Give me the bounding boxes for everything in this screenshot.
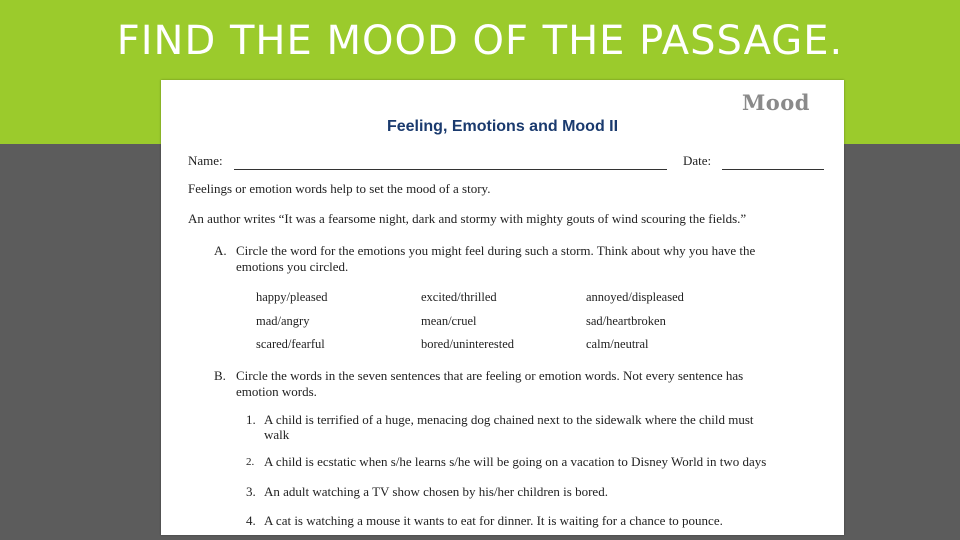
item-3-line1: An adult watching a TV show chosen by his/her children is bored. [264, 484, 608, 499]
mood-tag: Mood [742, 90, 810, 115]
item-4-number: 4. [246, 513, 256, 528]
section-a-line1: Circle the word for the emotions you might feel during such a storm. Think about why you have the [236, 243, 756, 258]
section-b-label: B. [214, 368, 226, 383]
item-1-line1: A child is terrified of a huge, menacing dog chained next to the sidewalk where the child must [264, 412, 754, 427]
option-excited: excited/thrilled [421, 290, 497, 304]
slide-title: FIND THE MOOD OF THE PASSAGE. [116, 18, 844, 64]
intro-text: Feelings or emotion words help to set the mood of a story. [188, 181, 491, 196]
section-b-line1: Circle the words in the seven sentences that are feeling or emotion words. Not every sentence has [236, 368, 744, 383]
item-4-line1: A cat is watching a mouse it wants to eat for dinner. It is waiting for a chance to pounce. [264, 513, 723, 528]
name-line [234, 169, 667, 170]
name-label: Name: [188, 153, 223, 168]
item-1-number: 1. [246, 412, 256, 427]
date-label: Date: [683, 153, 712, 168]
option-bored: bored/uninterested [421, 337, 515, 351]
item-2-line1: A child is ecstatic when s/he learns s/he will be going on a vacation to Disney World in two days [264, 454, 767, 469]
worksheet-image [161, 80, 844, 535]
quote-text: An author writes “It was a fearsome night, dark and stormy with mighty gouts of wind scouring the fields.” [188, 211, 747, 226]
item-2-number: 2. [246, 456, 255, 468]
worksheet-title: Feeling, Emotions and Mood II [386, 118, 619, 135]
section-a-label: A. [214, 243, 227, 258]
option-scared: scared/fearful [256, 337, 325, 351]
section-b-line2: emotion words. [236, 384, 317, 399]
option-mad: mad/angry [256, 314, 310, 328]
option-happy: happy/pleased [256, 290, 328, 304]
item-1-line2: walk [264, 427, 290, 442]
option-annoyed: annoyed/displeased [586, 290, 684, 304]
item-3-number: 3. [246, 484, 256, 499]
option-mean: mean/cruel [421, 314, 477, 328]
date-line [722, 169, 824, 170]
section-a-line2: emotions you circled. [236, 259, 349, 274]
option-calm: calm/neutral [586, 337, 649, 351]
option-sad: sad/heartbroken [586, 314, 666, 328]
